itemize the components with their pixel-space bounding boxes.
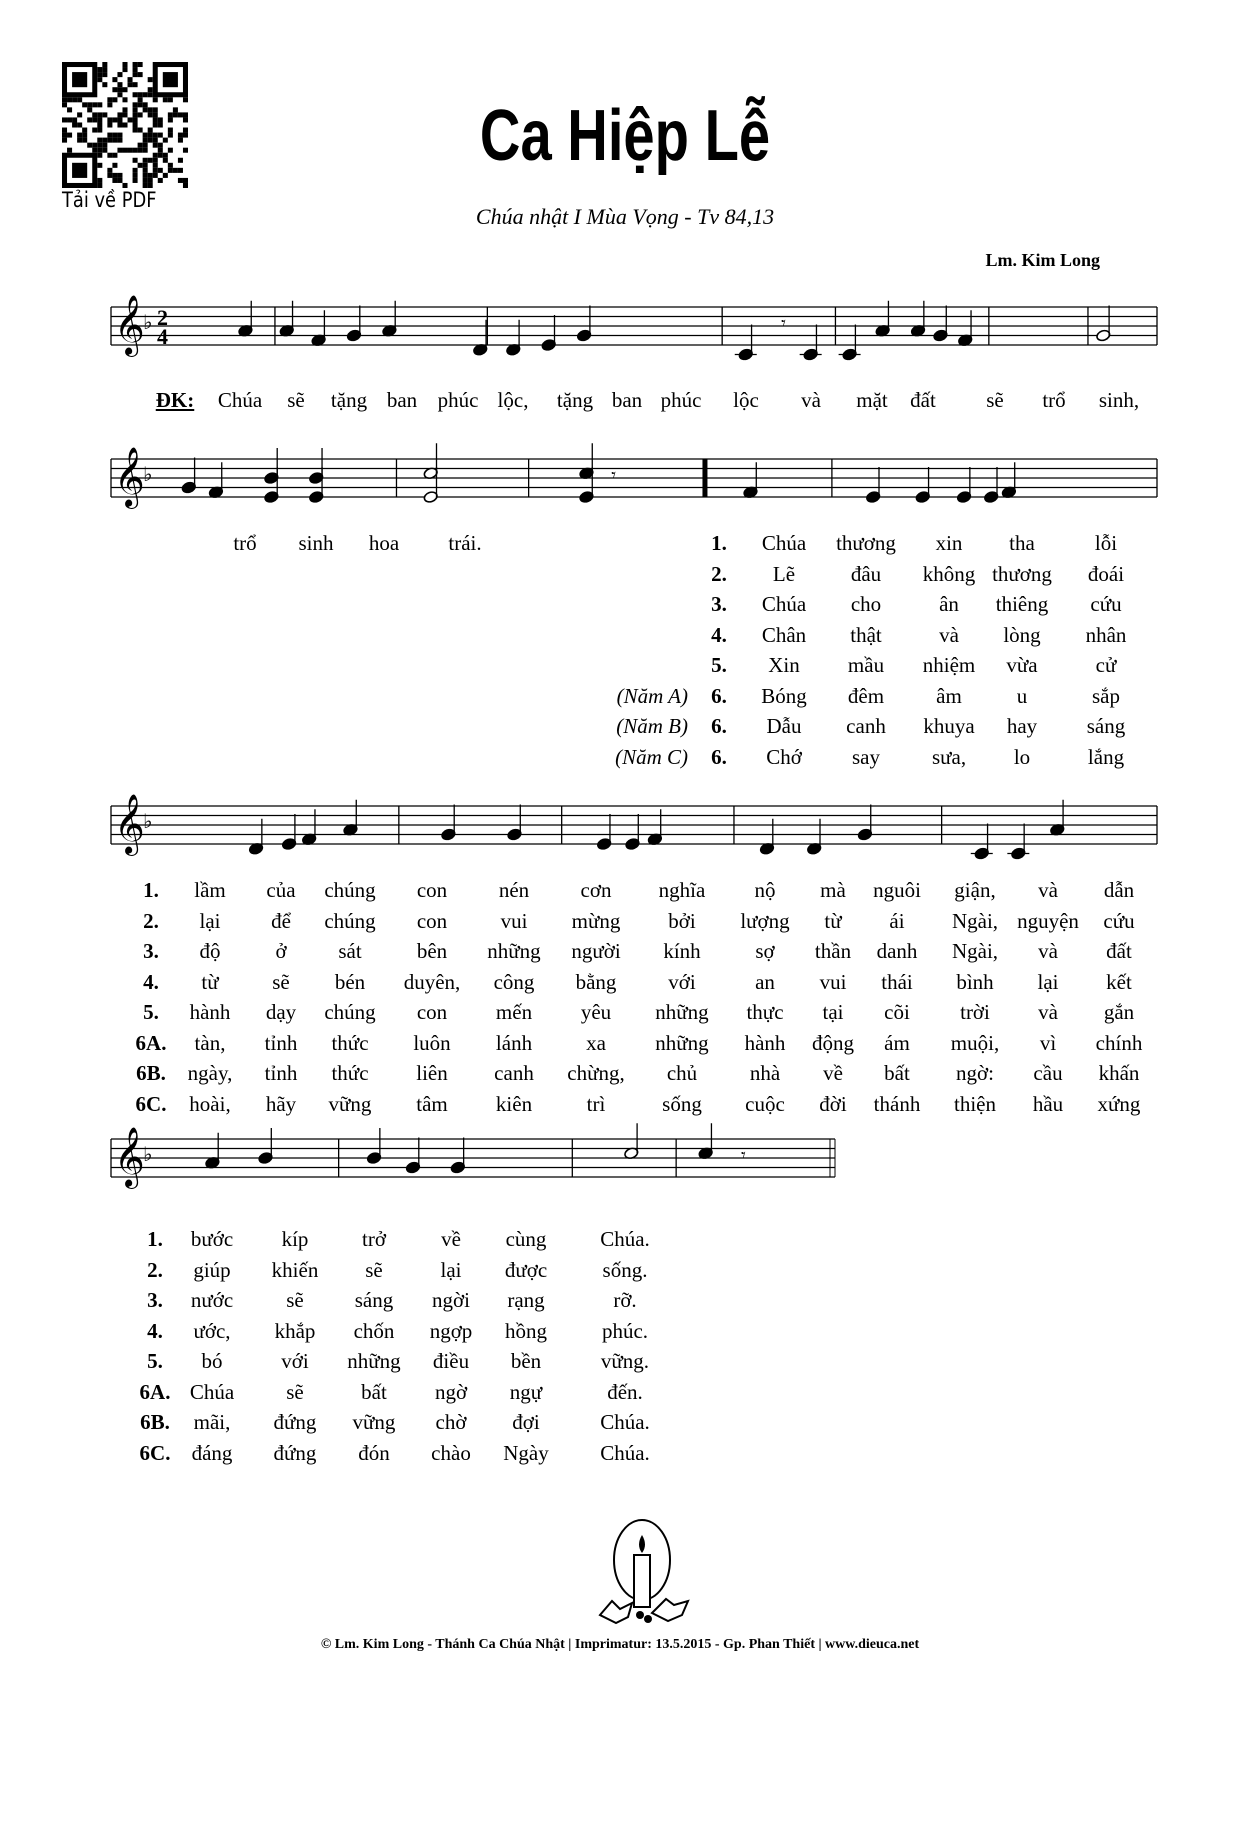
verse-word: tàn,: [194, 1030, 226, 1055]
verse-word: đêm: [847, 683, 885, 708]
verse-word: chào: [431, 1440, 471, 1465]
verse-word: những: [655, 1000, 709, 1024]
verse-word: lắng: [1087, 744, 1125, 769]
verse-word: liên: [416, 1061, 448, 1085]
verse-word: con: [416, 878, 448, 902]
verse-word: u: [1016, 683, 1028, 708]
chorus-word: sinh,: [1098, 388, 1140, 412]
verse-number: 4.: [143, 969, 159, 994]
verse-word: bước: [190, 1227, 234, 1251]
verse-word: hoài,: [189, 1091, 231, 1116]
verse-word: Chúa: [189, 1379, 235, 1404]
verse-word: sẽ: [286, 1379, 304, 1404]
verse-word: và: [1038, 1000, 1058, 1024]
verse-word: sáng: [1086, 714, 1126, 738]
verse-word: từ: [201, 969, 219, 994]
verse-word: chủ: [666, 1061, 698, 1085]
verse-word: đời: [819, 1091, 847, 1116]
verse-word: kíp: [281, 1227, 309, 1251]
verse-word: nhiệm: [922, 653, 976, 677]
verse-word: say: [852, 744, 880, 769]
verse-word: dạy: [265, 1000, 297, 1024]
verse-number: 1.: [143, 878, 159, 902]
verse-word: gắn: [1103, 1000, 1135, 1024]
verse-word: thiêng: [995, 592, 1049, 616]
treble-clef-icon: 𝄞: [114, 447, 145, 507]
verse-word: nước: [190, 1288, 234, 1312]
verse-word: lại: [199, 908, 221, 933]
verse-word: rỡ.: [613, 1288, 637, 1312]
verse-word: lòng: [1003, 622, 1041, 647]
verse-word: hãy: [265, 1091, 297, 1116]
verse-word: không: [922, 561, 976, 586]
verse-word: Ngài,: [951, 939, 999, 963]
year-label: (Năm A): [616, 683, 688, 708]
verse-word: thiện: [954, 1091, 996, 1116]
verse-word: đứng: [273, 1440, 317, 1465]
verse-word: ở: [275, 939, 287, 963]
verse-word: sát: [338, 939, 362, 963]
verse-word: độ: [199, 939, 221, 963]
verse-word: muội,: [950, 1030, 1000, 1055]
verse-word: Xin: [768, 653, 800, 677]
verse-word: từ: [824, 908, 842, 933]
treble-clef-icon: 𝄞: [114, 794, 145, 854]
verse-word: xứng: [1097, 1091, 1141, 1116]
verse-word: ngờ:: [956, 1061, 994, 1085]
verse-number: 2.: [147, 1257, 163, 1282]
verse-word: đâu: [850, 561, 882, 586]
verse-word: khiến: [271, 1257, 319, 1282]
verse-word: khuya: [923, 714, 975, 738]
verse-word: bằng: [575, 969, 617, 994]
verse-word: sẽ: [272, 969, 290, 994]
verse-word: những: [347, 1349, 401, 1373]
verse-number: 6A.: [135, 1030, 167, 1055]
verse-word: thái: [881, 969, 913, 994]
verse-word: Chúa.: [600, 1440, 650, 1465]
verse-word: bởi: [668, 908, 696, 933]
verse-word: tha: [1009, 531, 1035, 555]
verse-word: được: [504, 1257, 548, 1282]
verse-word: đoái: [1087, 561, 1125, 586]
verse-word: thương: [836, 531, 896, 555]
verse-word: những: [655, 1030, 709, 1055]
verse-word: ngờ: [434, 1379, 468, 1404]
verse-word: lầm: [194, 878, 226, 902]
chorus-word: trái.: [448, 531, 482, 555]
verse-word: vừa: [1006, 653, 1038, 677]
verse-word: sẽ: [365, 1257, 383, 1282]
verse-word: kết: [1106, 969, 1132, 994]
verse-word: mà: [820, 878, 846, 902]
verse-word: kiên: [495, 1091, 533, 1116]
verse-word: tỉnh: [264, 1061, 298, 1085]
verse-word: đón: [358, 1440, 390, 1465]
chorus-word: đất: [910, 388, 936, 412]
verse-word: dẫn: [1103, 878, 1135, 902]
chorus-word: Chúa: [217, 388, 263, 412]
verse-word: Dẫu: [766, 714, 802, 738]
verse-number: 6A.: [139, 1379, 171, 1404]
page-title: Ca Hiệp Lễ: [479, 96, 771, 176]
verse-word: cầu: [1033, 1061, 1063, 1085]
verse-word: sẽ: [286, 1288, 304, 1312]
verse-word: thánh: [873, 1091, 921, 1116]
verse-word: đáng: [191, 1440, 233, 1465]
verse-word: ngự: [509, 1379, 543, 1404]
verse-word: bén: [334, 969, 366, 994]
download-pdf-link[interactable]: Tải về PDF: [62, 188, 157, 212]
chorus-word: lộc: [733, 388, 759, 412]
verse-word: thực: [746, 1000, 784, 1024]
flat-icon: ♭: [143, 462, 153, 486]
verse-word: con: [416, 1000, 448, 1024]
verse-word: nguyện: [1017, 908, 1079, 933]
verse-word: Chúa.: [600, 1410, 650, 1434]
verse-word: bất: [884, 1061, 910, 1085]
verse-word: Ngài,: [951, 908, 999, 933]
verse-word: cho: [850, 592, 882, 616]
verse-word: vững: [328, 1091, 372, 1116]
chorus-label: ĐK:: [155, 388, 195, 412]
chorus-word: sinh: [298, 531, 334, 555]
chorus-word: sẽ: [986, 388, 1004, 412]
verse-word: giận,: [954, 878, 996, 902]
eighth-rest-icon: 𝄾: [741, 1145, 746, 1166]
verse-word: nguôi: [873, 878, 921, 902]
verse-word: an: [755, 969, 775, 994]
verse-word: canh: [494, 1061, 534, 1085]
verse-word: lượng: [740, 908, 790, 933]
verse-word: duyên,: [403, 969, 461, 994]
verse-word: khấn: [1098, 1061, 1140, 1085]
chorus-word: trổ: [1042, 388, 1066, 412]
verse-word: sáng: [354, 1288, 394, 1312]
verse-word: ước,: [193, 1318, 231, 1343]
verse-word: với: [281, 1349, 309, 1373]
verse-number: 1.: [711, 531, 727, 555]
verse-word: ngày,: [187, 1061, 233, 1085]
verse-word: nghĩa: [658, 878, 706, 902]
chorus-word: và: [801, 388, 821, 412]
verse-word: Chúa.: [600, 1227, 650, 1251]
verse-word: cử: [1095, 653, 1117, 677]
verse-word: chúng: [324, 878, 376, 902]
eighth-rest-icon: 𝄾: [611, 465, 617, 486]
verse-word: cứu: [1090, 592, 1122, 616]
verse-number: 6B.: [140, 1410, 170, 1434]
verse-number: 5.: [711, 653, 727, 677]
subtitle: Chúa nhật I Mùa Vọng - Tv 84,13: [475, 204, 775, 229]
verse-word: bền: [510, 1349, 542, 1373]
verse-word: bó: [201, 1349, 223, 1373]
verse-number: 2.: [711, 561, 727, 586]
verse-word: nộ: [754, 878, 776, 902]
verse-word: cuộc: [745, 1091, 785, 1116]
verse-word: vững: [352, 1410, 396, 1434]
verse-word: thức: [331, 1030, 369, 1055]
verse-word: hay: [1006, 714, 1038, 738]
verse-word: danh: [876, 939, 918, 963]
chorus-word: sẽ: [287, 388, 305, 412]
verse-word: vì: [1039, 1030, 1057, 1055]
verse-word: luôn: [413, 1030, 451, 1055]
treble-clef-icon: 𝄞: [114, 1127, 145, 1187]
verse-word: bên: [416, 939, 448, 963]
verse-word: tại: [822, 1000, 844, 1024]
verse-word: công: [493, 969, 535, 994]
verse-number: 6C.: [139, 1440, 171, 1465]
verse-word: Chân: [761, 622, 807, 647]
verse-word: những: [487, 939, 541, 963]
verse-word: lại: [1037, 969, 1059, 994]
copyright-footer: © Lm. Kim Long - Thánh Ca Chúa Nhật | Imprimatur: 13.5.2015 - Gp. Phan Thiết | www.dieuca.net: [320, 1637, 920, 1652]
verse-word: trời: [960, 1000, 990, 1024]
verse-word: đợi: [512, 1410, 540, 1434]
verse-word: hồng: [505, 1318, 547, 1343]
flat-icon: ♭: [143, 1142, 153, 1166]
verse-word: chờ: [435, 1410, 467, 1434]
verse-word: thần: [814, 939, 852, 963]
verse-word: hầu: [1032, 1091, 1064, 1116]
verse-word: người: [571, 939, 621, 963]
verse-word: Lẽ: [772, 561, 796, 586]
verse-word: cơn: [580, 878, 612, 902]
verse-word: cùng: [505, 1227, 547, 1251]
verse-word: rạng: [507, 1288, 545, 1312]
verse-word: Ngày: [503, 1440, 549, 1465]
verse-word: vui: [500, 908, 528, 933]
verse-word: bình: [956, 969, 994, 994]
verse-word: lo: [1013, 744, 1031, 769]
chorus-word: ban: [386, 388, 418, 412]
candle-icon: [590, 1515, 700, 1635]
verse-word: Chúa: [761, 592, 807, 616]
time-signature: 4: [157, 324, 168, 349]
verse-word: về: [823, 1061, 843, 1085]
verse-number: 4.: [711, 622, 727, 647]
verse-number: 6.: [711, 683, 727, 708]
chorus-word: tặng: [330, 388, 368, 412]
verse-word: con: [416, 908, 448, 933]
verse-word: mầu: [847, 653, 885, 677]
verse-word: và: [939, 622, 959, 647]
verse-word: đến.: [607, 1379, 643, 1404]
verse-word: hành: [744, 1030, 786, 1055]
chorus-word: mặt: [856, 388, 888, 412]
verse-word: sống: [662, 1091, 702, 1116]
year-label: (Năm C): [615, 744, 688, 769]
chorus-word: trổ: [233, 531, 257, 555]
verse-number: 5.: [147, 1349, 163, 1373]
verse-word: yêu: [580, 1000, 612, 1024]
verse-number: 2.: [143, 908, 159, 933]
verse-word: sống.: [602, 1257, 648, 1282]
verse-word: sưa,: [931, 744, 967, 769]
verse-word: đất: [1106, 939, 1132, 963]
verse-word: trở: [362, 1227, 386, 1251]
verse-number: 3.: [143, 939, 159, 963]
verse-word: cứu: [1103, 908, 1135, 933]
verse-word: ái: [889, 908, 905, 933]
verse-word: lánh: [495, 1030, 533, 1055]
chorus-word: tặng: [556, 388, 594, 412]
verse-word: cõi: [884, 1000, 910, 1024]
verse-number: 6B.: [136, 1061, 166, 1085]
verse-number: 6C.: [135, 1091, 167, 1116]
verse-word: vững.: [600, 1349, 650, 1373]
chorus-word: lộc,: [497, 388, 529, 412]
verse-number: 6.: [711, 744, 727, 769]
verse-word: về: [441, 1227, 461, 1251]
verse-word: lỗi: [1094, 531, 1118, 555]
verse-word: thật: [850, 622, 882, 647]
verse-word: ngời: [432, 1288, 470, 1312]
verse-word: lại: [440, 1257, 462, 1282]
verse-word: vui: [819, 969, 847, 994]
verse-word: động: [812, 1030, 854, 1055]
verse-word: chính: [1095, 1030, 1143, 1055]
chorus-word: phúc: [660, 388, 702, 412]
verse-word: chúng: [324, 1000, 376, 1024]
verse-word: ân: [939, 592, 959, 616]
verse-word: và: [1038, 878, 1058, 902]
verse-word: sắp: [1092, 683, 1120, 708]
verse-number: 5.: [143, 1000, 159, 1024]
year-label: (Năm B): [616, 714, 688, 738]
verse-word: kính: [663, 939, 701, 963]
flat-icon: ♭: [143, 809, 153, 833]
verse-word: mến: [495, 1000, 533, 1024]
verse-number: 3.: [711, 592, 727, 616]
flat-icon: ♭: [143, 310, 153, 334]
verse-number: 1.: [147, 1227, 163, 1251]
verse-word: trì: [586, 1091, 606, 1116]
verse-word: Chớ: [766, 744, 802, 769]
chorus-word: hoa: [368, 531, 400, 555]
verse-word: canh: [846, 714, 886, 738]
eighth-rest-icon: 𝄾: [781, 313, 786, 334]
verse-word: ám: [884, 1030, 910, 1055]
verse-number: 6.: [711, 714, 727, 738]
verse-word: xa: [586, 1030, 606, 1055]
verse-word: thức: [331, 1061, 369, 1085]
verse-word: nén: [498, 878, 530, 902]
verse-word: chừng,: [567, 1061, 625, 1085]
verse-word: Chúa: [761, 531, 807, 555]
treble-clef-icon: 𝄞: [114, 295, 145, 355]
verse-word: phúc.: [601, 1318, 649, 1343]
double-barline: [702, 459, 707, 497]
chorus-word: ban: [611, 388, 643, 412]
verse-word: hành: [189, 1000, 231, 1024]
verse-word: và: [1038, 939, 1058, 963]
verse-word: bất: [361, 1379, 387, 1404]
composer: Lm. Kim Long: [985, 250, 1100, 270]
verse-number: 3.: [147, 1288, 163, 1312]
verse-word: nhân: [1085, 622, 1127, 647]
verse-word: tỉnh: [264, 1030, 298, 1055]
verse-word: khắp: [274, 1318, 316, 1343]
verse-word: với: [668, 969, 696, 994]
verse-word: để: [271, 908, 291, 933]
verse-word: của: [266, 878, 296, 902]
verse-word: tâm: [416, 1091, 448, 1116]
verse-word: sợ: [755, 939, 775, 963]
verse-word: đứng: [273, 1410, 317, 1434]
time-signature: 2: [157, 305, 168, 330]
verse-number: 4.: [147, 1318, 163, 1343]
chorus-word: phúc: [437, 388, 479, 412]
verse-word: thương: [992, 561, 1052, 586]
verse-word: xin: [935, 531, 963, 555]
verse-word: chốn: [353, 1318, 395, 1343]
verse-word: nhà: [749, 1061, 781, 1085]
verse-word: mừng: [571, 908, 621, 933]
verse-word: giúp: [193, 1257, 231, 1282]
verse-word: ngợp: [429, 1318, 473, 1343]
verse-word: mãi,: [193, 1410, 231, 1434]
verse-word: chúng: [324, 908, 376, 933]
verse-word: Bóng: [761, 683, 807, 708]
verse-word: âm: [936, 683, 962, 708]
verse-word: điều: [432, 1349, 470, 1373]
